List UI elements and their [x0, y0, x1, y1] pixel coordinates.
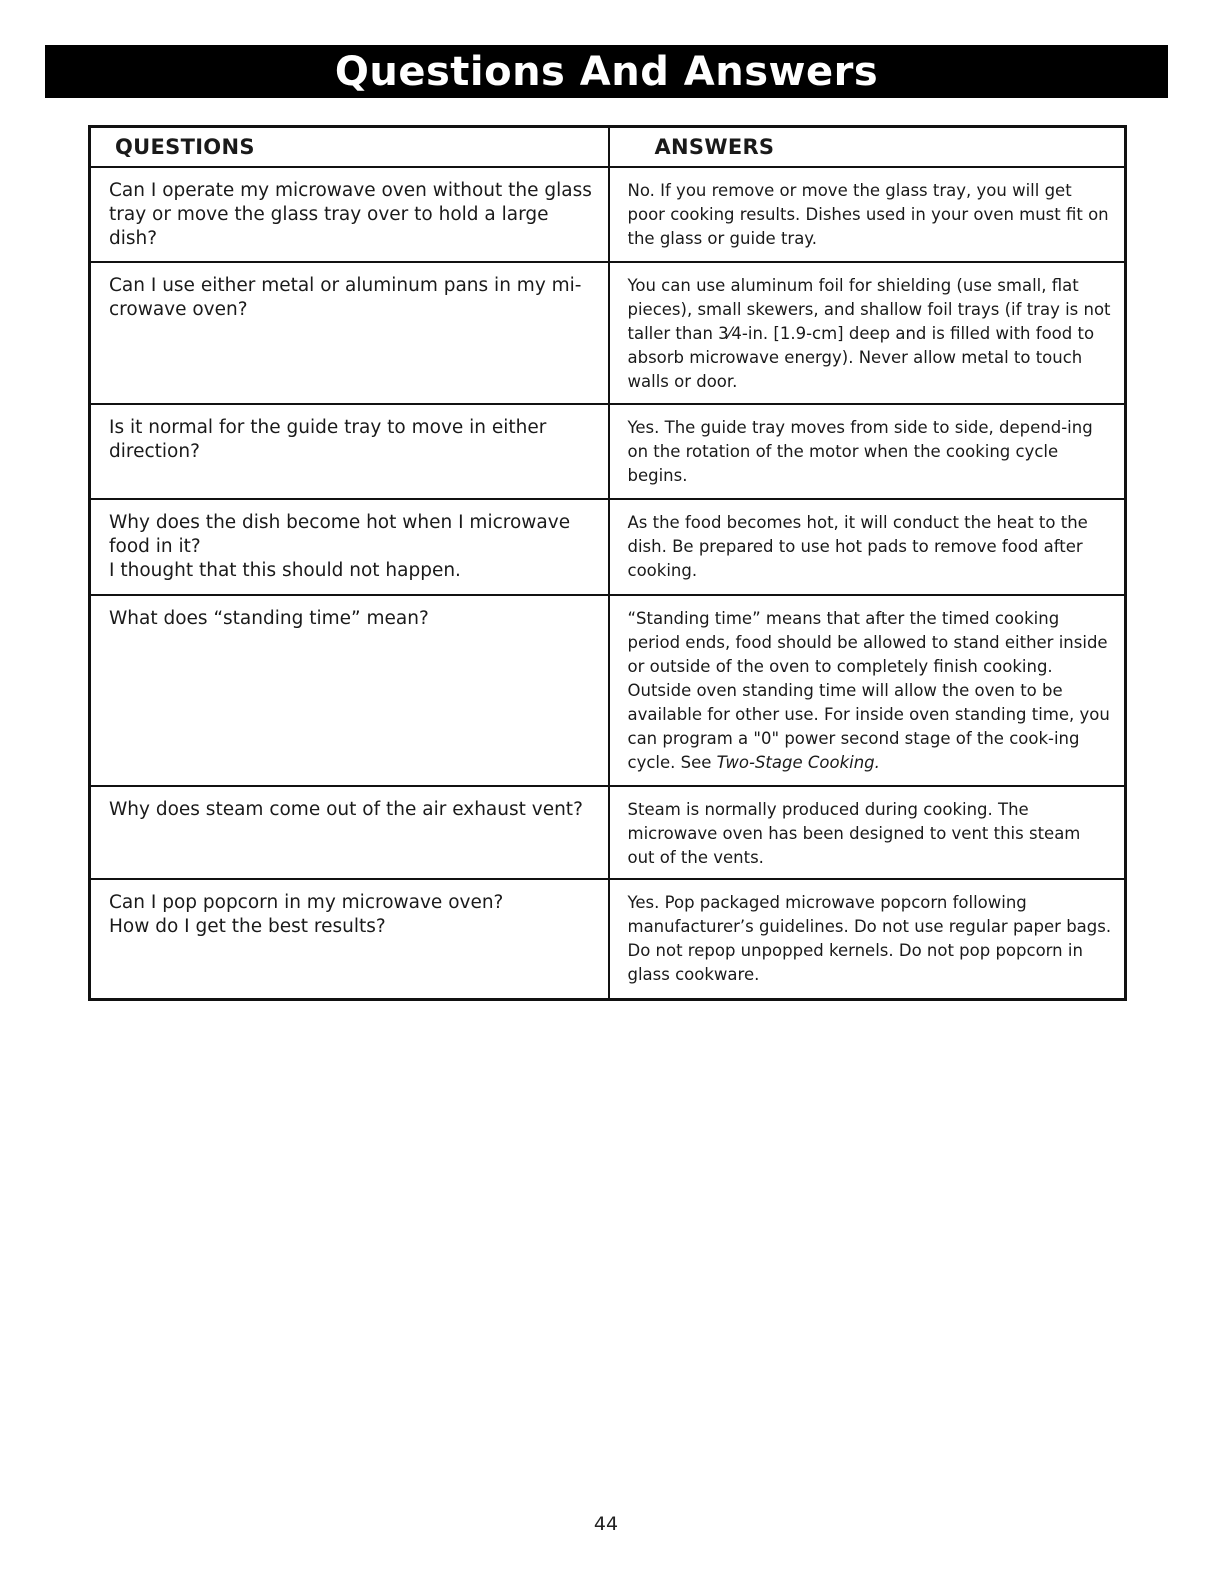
answer-cell: Yes. The guide tray moves from side to side, depend-ing on the rotation of the motor when the cooking cycle begins. [609, 404, 1126, 499]
answer-cell: No. If you remove or move the glass tray, you will get poor cooking results. Dishes used in your oven must fit on the glass or guide tray. [609, 167, 1126, 262]
questions-column-header: QUESTIONS [90, 127, 609, 168]
table-row [90, 167, 1126, 262]
answer-text: “Standing time” means that after the timed cooking period ends, food should be allowed to stand either inside or outside of the oven to completely finish cooking. Outside oven standing time will allow the oven to be available for other use. For inside oven standing time, you can program a "0" power second stage of the cook-ing cycle. See [627, 609, 1110, 772]
question-cell: Can I pop popcorn in my microwave oven? How do I get the best results? [90, 879, 609, 999]
table-row [90, 404, 1126, 499]
answer-cell: As the food becomes hot, it will conduct the heat to the dish. Be prepared to use hot pads to remove food after cooking. [609, 499, 1126, 595]
table-row [90, 262, 1126, 404]
answer-cell: You can use aluminum foil for shielding (use small, flat pieces), small skewers, and shallow foil trays (if tray is not taller than 3⁄4-in. [1.9-cm] deep and is filled with food to absorb microwave energy). Never allow metal to touch walls or door. [609, 262, 1126, 404]
answers-column-header: ANSWERS [609, 127, 1126, 168]
question-cell: What does “standing time” mean? [90, 595, 609, 786]
title-banner [45, 45, 1168, 98]
answer-cell: Yes. Pop packaged microwave popcorn following manufacturer’s guidelines. Do not use regular paper bags. Do not repop unpopped kernels. Do not pop popcorn in glass cookware. [609, 879, 1126, 999]
table-row [90, 499, 1126, 595]
cross-reference: Two-Stage Cooking. [716, 753, 880, 772]
qa-table [88, 125, 1127, 1001]
question-cell: Is it normal for the guide tray to move in either direction? [90, 404, 609, 499]
answer-cell: Steam is normally produced during cooking. The microwave oven has been designed to vent this steam out of the vents. [609, 786, 1126, 879]
table-row [90, 879, 1126, 999]
table-row [90, 786, 1126, 879]
question-cell: Why does the dish become hot when I microwave food in it? I thought that this should not happen. [90, 499, 609, 595]
table-header-row [90, 127, 1126, 168]
question-cell: Why does steam come out of the air exhaust vent? [90, 786, 609, 879]
answer-cell [609, 595, 1126, 786]
question-cell: Can I operate my microwave oven without the glass tray or move the glass tray over to hold a large dish? [90, 167, 609, 262]
page-title: Questions And Answers [334, 48, 879, 95]
page-number: 44 [593, 1513, 619, 1535]
table-row [90, 595, 1126, 786]
question-cell: Can I use either metal or aluminum pans in my mi- crowave oven? [90, 262, 609, 404]
